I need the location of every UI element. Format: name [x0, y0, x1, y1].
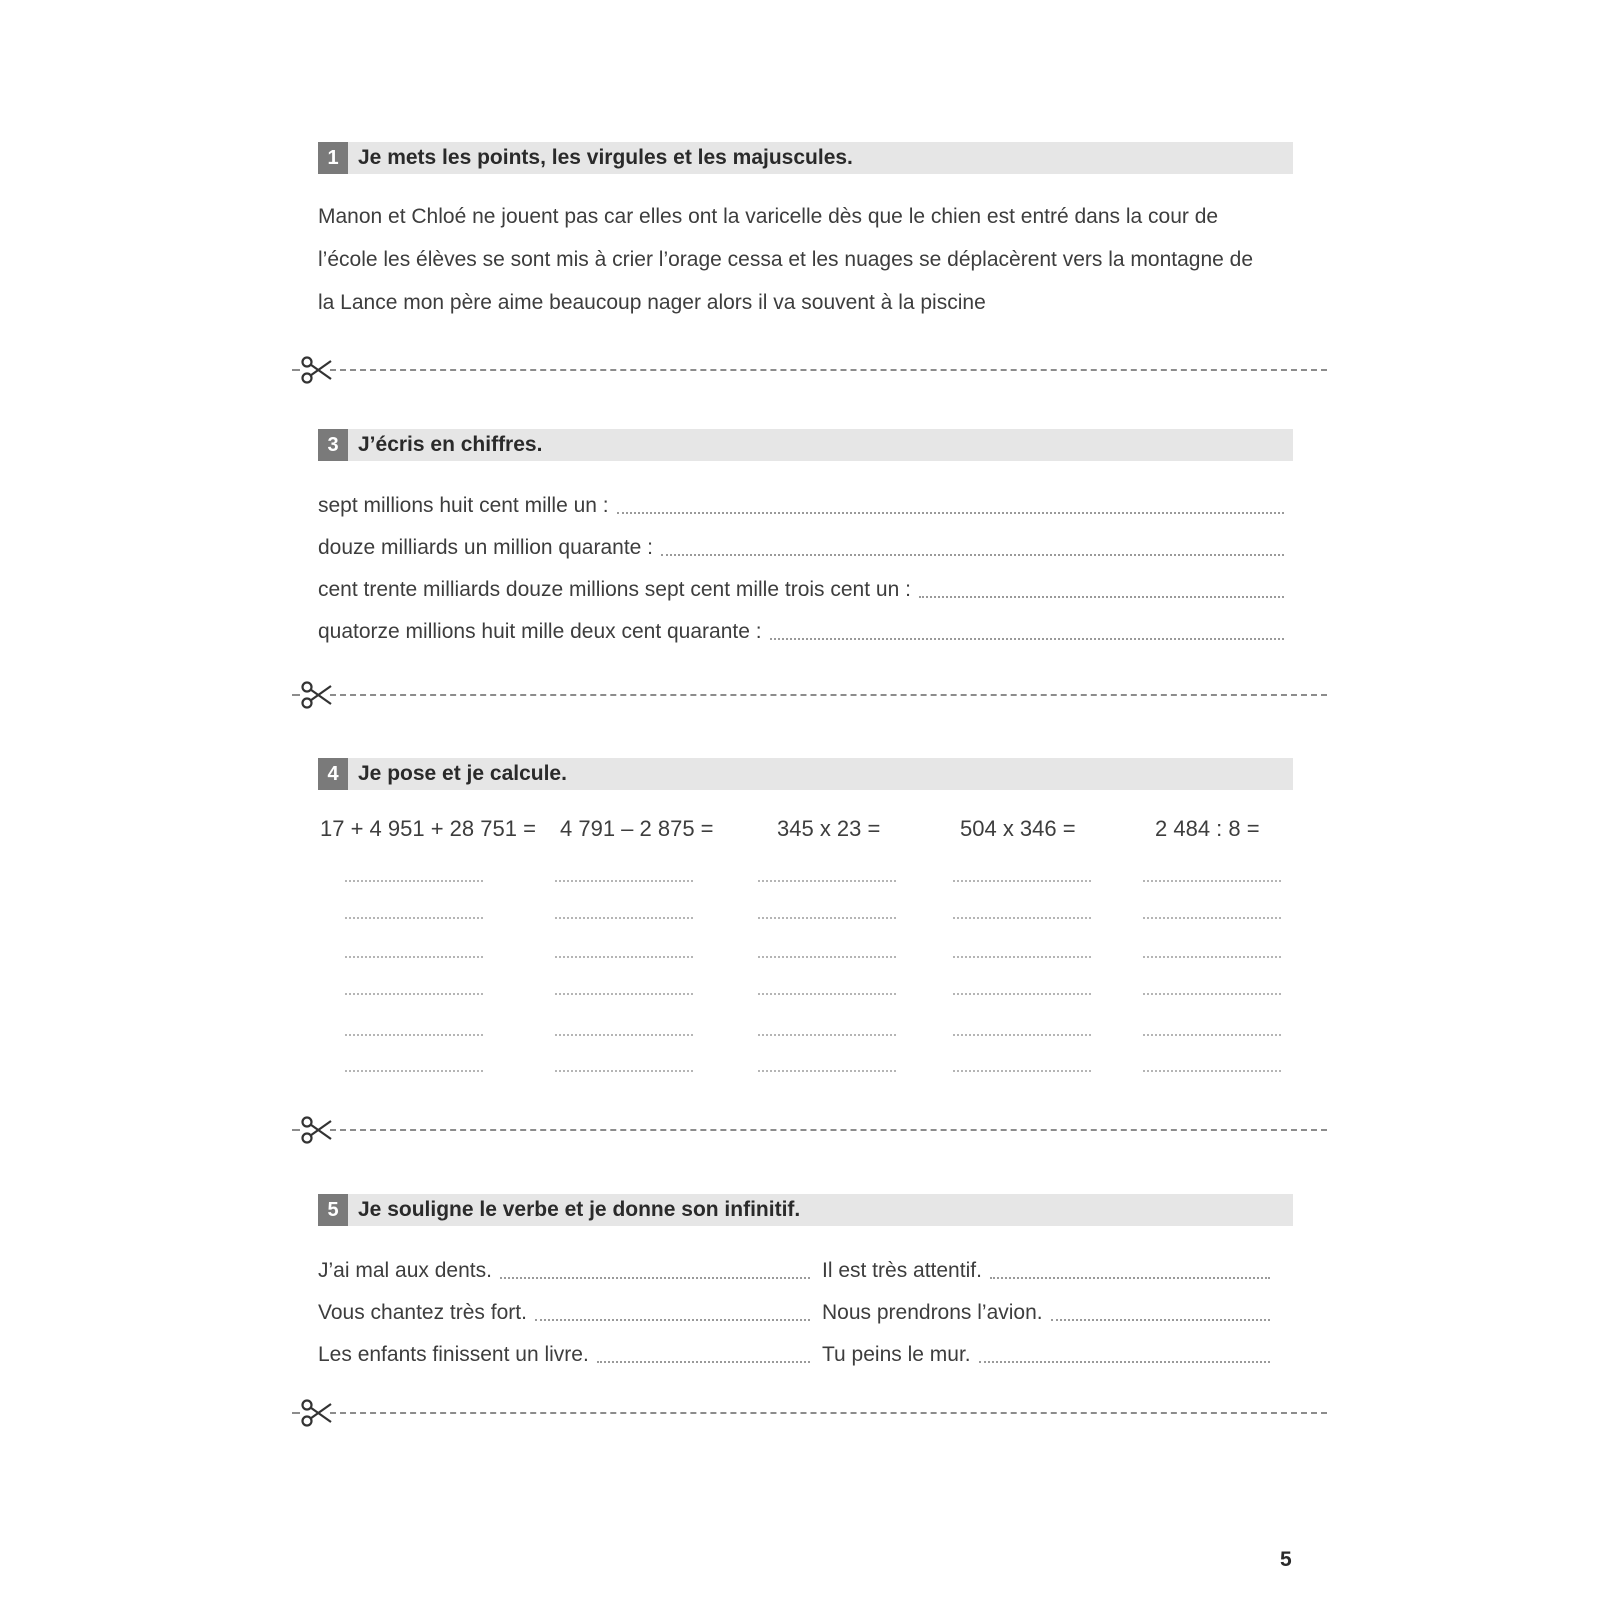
work-line[interactable]	[953, 917, 1091, 919]
number-words-row	[318, 488, 1284, 518]
number-words: quatorze millions huit mille deux cent quarante :	[318, 620, 762, 643]
operation: 504 x 346 =	[960, 816, 1076, 841]
number-words: sept millions huit cent mille un :	[318, 494, 609, 517]
section-1-title: Je mets les points, les virgules et les majuscules.	[358, 146, 853, 169]
work-line[interactable]	[1143, 1034, 1281, 1036]
answer-line[interactable]	[617, 512, 1284, 514]
verb-sentence-row	[318, 1295, 810, 1325]
work-line[interactable]	[345, 993, 483, 995]
number-words-row	[318, 572, 1284, 602]
verb-sentence-row	[822, 1295, 1270, 1325]
work-line[interactable]	[758, 993, 896, 995]
operation: 2 484 : 8 =	[1155, 816, 1260, 841]
work-line[interactable]	[758, 1034, 896, 1036]
section-3-header	[318, 429, 1293, 461]
answer-line[interactable]	[661, 554, 1284, 556]
work-line[interactable]	[758, 1070, 896, 1072]
work-line[interactable]	[345, 1070, 483, 1072]
operation: 345 x 23 =	[777, 816, 881, 841]
verb-sentence: J’ai mal aux dents.	[318, 1259, 492, 1282]
section-3-number: 3	[318, 429, 348, 461]
text-line: Manon et Chloé ne jouent pas car elles ont la varicelle dès que le chien est entré dans la cour de	[318, 205, 1219, 228]
scissors-icon	[300, 1115, 332, 1145]
section-4-title: Je pose et je calcule.	[358, 762, 567, 785]
section-3-title: J’écris en chiffres.	[358, 433, 543, 456]
verb-sentence-row	[822, 1337, 1270, 1367]
number-words: cent trente milliards douze millions sept cent mille trois cent un :	[318, 578, 911, 601]
verb-sentence: Nous prendrons l’avion.	[822, 1301, 1043, 1324]
section-1-header	[318, 142, 1293, 174]
work-line[interactable]	[1143, 1070, 1281, 1072]
answer-line[interactable]	[979, 1361, 1270, 1363]
work-line[interactable]	[1143, 917, 1281, 919]
cut-line	[292, 355, 1327, 385]
work-line[interactable]	[758, 880, 896, 882]
verb-sentence: Il est très attentif.	[822, 1259, 982, 1282]
work-line[interactable]	[1143, 956, 1281, 958]
scissors-icon	[300, 355, 332, 385]
verb-sentence: Les enfants finissent un livre.	[318, 1343, 589, 1366]
answer-line[interactable]	[500, 1277, 810, 1279]
operation: 17 + 4 951 + 28 751 =	[320, 816, 536, 841]
verb-sentence-row	[822, 1253, 1270, 1283]
verb-sentence: Vous chantez très fort.	[318, 1301, 527, 1324]
work-line[interactable]	[1143, 880, 1281, 882]
answer-line[interactable]	[770, 638, 1284, 640]
verb-sentence-row	[318, 1253, 810, 1283]
work-line[interactable]	[953, 1070, 1091, 1072]
work-line[interactable]	[1143, 993, 1281, 995]
work-line[interactable]	[555, 956, 693, 958]
cut-line	[292, 680, 1327, 710]
text-line: la Lance mon père aime beaucoup nager alors il va souvent à la piscine	[318, 291, 986, 314]
work-line[interactable]	[555, 1070, 693, 1072]
work-line[interactable]	[758, 917, 896, 919]
work-line[interactable]	[345, 917, 483, 919]
section-1-number: 1	[318, 142, 348, 174]
answer-line[interactable]	[919, 596, 1284, 598]
section-4-number: 4	[318, 758, 348, 790]
scissors-icon	[300, 680, 332, 710]
work-line[interactable]	[345, 880, 483, 882]
scissors-icon	[300, 1398, 332, 1428]
work-line[interactable]	[758, 956, 896, 958]
work-line[interactable]	[345, 956, 483, 958]
work-line[interactable]	[555, 880, 693, 882]
number-words-row	[318, 614, 1284, 644]
section-5-header	[318, 1194, 1293, 1226]
number-words-row	[318, 530, 1284, 560]
answer-line[interactable]	[535, 1319, 810, 1321]
cut-line	[292, 1115, 1327, 1145]
work-line[interactable]	[555, 993, 693, 995]
work-line[interactable]	[953, 956, 1091, 958]
section-4-header	[318, 758, 1293, 790]
verb-sentence: Tu peins le mur.	[822, 1343, 971, 1366]
cut-line	[292, 1398, 1327, 1428]
answer-line[interactable]	[597, 1361, 810, 1363]
page-number: 5	[1280, 1548, 1292, 1571]
text-line: l’école les élèves se sont mis à crier l’orage cessa et les nuages se déplacèrent vers la montagne de	[318, 248, 1254, 271]
answer-line[interactable]	[1051, 1319, 1270, 1321]
work-line[interactable]	[953, 993, 1091, 995]
answer-line[interactable]	[990, 1277, 1270, 1279]
section-5-number: 5	[318, 1194, 348, 1226]
work-line[interactable]	[555, 917, 693, 919]
section-5-title: Je souligne le verbe et je donne son infinitif.	[358, 1198, 801, 1221]
section-1-text	[318, 195, 1298, 324]
work-line[interactable]	[953, 1034, 1091, 1036]
operation: 4 791 – 2 875 =	[560, 816, 714, 841]
work-line[interactable]	[953, 880, 1091, 882]
work-line[interactable]	[345, 1034, 483, 1036]
work-line[interactable]	[555, 1034, 693, 1036]
verb-sentence-row	[318, 1337, 810, 1367]
number-words: douze milliards un million quarante :	[318, 536, 654, 559]
